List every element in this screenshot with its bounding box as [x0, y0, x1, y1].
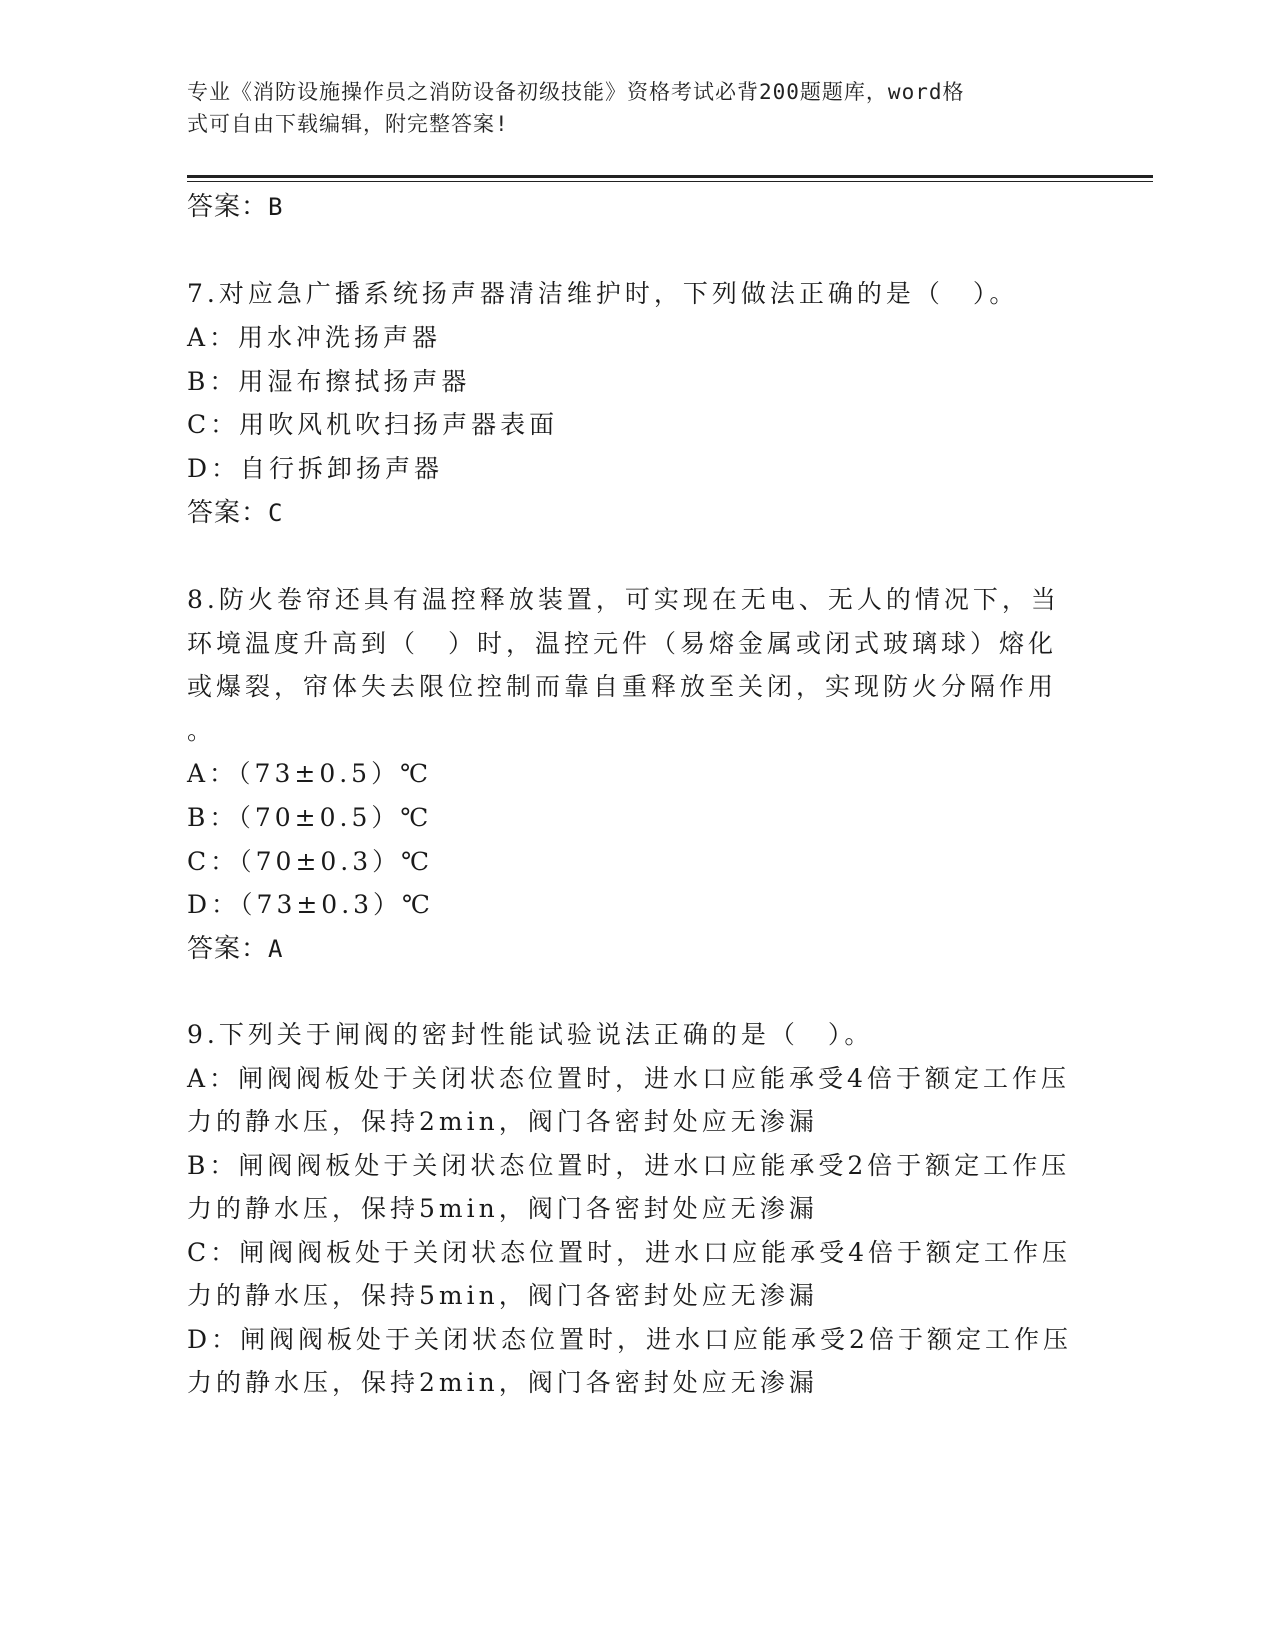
question-8-option-b: B：（70±0.5）℃ — [187, 803, 433, 832]
question-7-option-d: D：自行拆卸扬声器 — [187, 454, 444, 483]
question-8-stem-line-3: 或爆裂，帘体失去限位控制而靠自重释放至关闭，实现防火分隔作用 — [187, 672, 1058, 701]
question-9-option-d-line-2: 力的静水压，保持2min，阀门各密封处应无渗漏 — [187, 1368, 818, 1397]
question-8-stem-line-2: 环境温度升高到（ ）时，温控元件（易熔金属或闭式玻璃球）熔化 — [187, 629, 1058, 658]
question-9-option-a-line-1: A：闸阀阀板处于关闭状态位置时，进水口应能承受4倍于额定工作压 — [187, 1064, 1070, 1093]
answer-value: A — [268, 935, 284, 963]
question-7-stem: 7.对应急广播系统扬声器清洁维护时，下列做法正确的是（ ）。 — [187, 279, 1019, 308]
question-9-option-b-line-1: B：闸阀阀板处于关闭状态位置时，进水口应能承受2倍于额定工作压 — [187, 1151, 1071, 1180]
question-9-option-d-line-1: D：闸阀阀板处于关闭状态位置时，进水口应能承受2倍于额定工作压 — [187, 1325, 1072, 1354]
question-9-option-c-line-1: C：闸阀阀板处于关闭状态位置时，进水口应能承受4倍于额定工作压 — [187, 1238, 1072, 1267]
question-7-option-b: B：用湿布擦拭扬声器 — [187, 367, 471, 396]
answer-q6 — [187, 186, 283, 223]
header-line-1: 专业《消防设施操作员之消防设备初级技能》资格考试必背200题题库，word格 — [187, 80, 965, 104]
question-9-option-b-line-2: 力的静水压，保持5min，阀门各密封处应无渗漏 — [187, 1194, 818, 1223]
answer-value: B — [268, 193, 284, 221]
answer-label: 答案： — [187, 934, 269, 964]
question-8-option-c: C：（70±0.3）℃ — [187, 847, 434, 876]
answer-q8 — [187, 928, 283, 965]
question-9-stem: 9.下列关于闸阀的密封性能试验说法正确的是（ ）。 — [187, 1020, 874, 1049]
question-8-option-a: A：（73±0.5）℃ — [187, 759, 433, 788]
header-divider-thick — [187, 175, 1153, 178]
question-9-option-c-line-2: 力的静水压，保持5min，阀门各密封处应无渗漏 — [187, 1281, 818, 1310]
answer-label: 答案： — [187, 192, 269, 222]
question-7-option-c: C：用吹风机吹扫扬声器表面 — [187, 410, 559, 439]
question-8-stem-line-4: 。 — [187, 716, 217, 745]
question-8-option-d: D：（73±0.3）℃ — [187, 890, 435, 919]
answer-label: 答案： — [187, 498, 269, 528]
question-8-stem-line-1: 8.防火卷帘还具有温控释放装置，可实现在无电、无人的情况下，当 — [187, 585, 1060, 614]
header-divider-thin — [187, 181, 1153, 182]
answer-q7 — [187, 492, 283, 529]
answer-value: C — [268, 499, 284, 527]
document-header — [187, 76, 1057, 140]
question-7-option-a: A：用水冲洗扬声器 — [187, 323, 442, 352]
question-9-option-a-line-2: 力的静水压，保持2min，阀门各密封处应无渗漏 — [187, 1107, 818, 1136]
header-line-2: 式可自由下载编辑，附完整答案! — [187, 112, 509, 136]
